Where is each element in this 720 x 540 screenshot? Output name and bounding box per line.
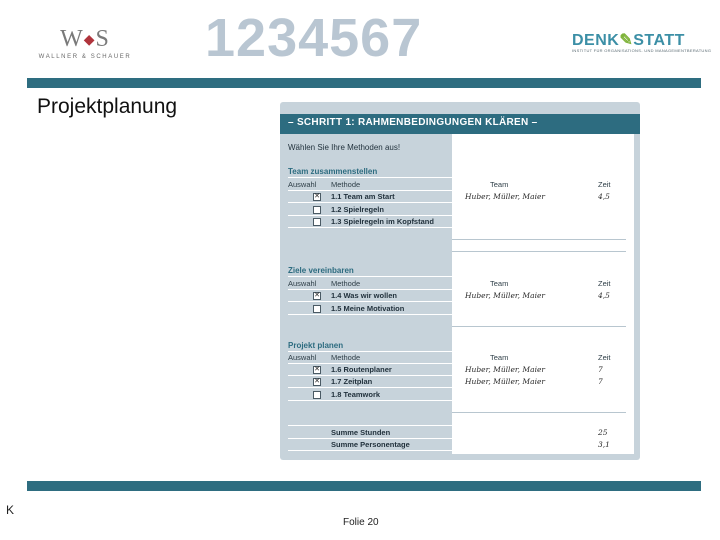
- divider: [288, 276, 626, 277]
- divider: [288, 400, 626, 401]
- summary-hours-value: 25: [598, 428, 608, 437]
- divider: [288, 289, 626, 290]
- method-label: 1.5 Meine Motivation: [331, 304, 405, 313]
- team-entry: Huber, Müller, Maier: [465, 377, 545, 386]
- page-title: Projektplanung: [37, 95, 178, 118]
- divider: [288, 450, 626, 451]
- denkstatt-logo-name: DENK✎STATT: [572, 32, 685, 49]
- blank-row-line: [452, 251, 626, 252]
- footer-divider-bar: [27, 481, 701, 491]
- form-header-text: – SCHRITT 1: RAHMENBEDINGUNGEN KLÄREN –: [288, 117, 538, 128]
- method-label: 1.6 Routenplaner: [331, 365, 392, 374]
- column-header-select: Auswahl: [288, 180, 317, 189]
- team-entry: Huber, Müller, Maier: [465, 291, 545, 300]
- method-checkbox[interactable]: [313, 305, 321, 313]
- method-label: 1.8 Teamwork: [331, 390, 381, 399]
- divider: [288, 227, 626, 228]
- blank-row-line: [452, 326, 626, 327]
- form-header: [280, 114, 640, 134]
- slide-number: Folie 20: [343, 517, 379, 528]
- method-label: 1.7 Zeitplan: [331, 377, 373, 386]
- divider: [288, 387, 626, 388]
- method-checkbox[interactable]: [313, 391, 321, 399]
- wallner-schauer-logo: [30, 26, 140, 66]
- divider: [288, 425, 626, 426]
- column-header-team: Team: [490, 279, 509, 288]
- column-header-select: Auswahl: [288, 353, 317, 362]
- divider: [288, 301, 626, 302]
- time-entry: 4,5: [598, 192, 610, 201]
- divider: [288, 314, 626, 315]
- blank-row-line: [452, 412, 626, 413]
- form-instruction: Wählen Sie Ihre Methoden aus!: [288, 143, 401, 152]
- divider: [288, 190, 626, 191]
- method-checkbox[interactable]: [313, 206, 321, 214]
- column-header-select: Auswahl: [288, 279, 317, 288]
- header-divider-bar: [27, 78, 701, 88]
- ws-logo-mark: W◆S: [60, 26, 110, 52]
- method-label: 1.2 Spielregeln: [331, 205, 384, 214]
- summary-hours-label: Summe Stunden: [331, 428, 391, 437]
- method-checkbox[interactable]: ✕: [314, 193, 320, 200]
- team-entry: Huber, Müller, Maier: [465, 192, 545, 201]
- divider: [288, 363, 626, 364]
- method-checkbox[interactable]: ✕: [314, 292, 320, 299]
- method-checkbox[interactable]: [313, 218, 321, 226]
- section-title: Projekt planen: [288, 341, 344, 350]
- section-title: Ziele vereinbaren: [288, 266, 354, 275]
- time-entry: 4,5: [598, 291, 610, 300]
- team-entry: Huber, Müller, Maier: [465, 365, 545, 374]
- worksheet-form: [280, 102, 640, 460]
- summary-days-value: 3,1: [598, 440, 610, 449]
- time-entry: 7: [598, 377, 603, 386]
- column-header-method: Methode: [331, 353, 361, 362]
- divider: [288, 375, 626, 376]
- column-header-team: Team: [490, 180, 509, 189]
- column-header-time: Zeit: [598, 279, 611, 288]
- denkstatt-logo: [572, 30, 712, 56]
- divider: [288, 177, 626, 178]
- method-checkbox[interactable]: ✕: [314, 378, 320, 385]
- divider: [288, 351, 626, 352]
- method-label: 1.3 Spielregeln im Kopfstand: [331, 217, 434, 226]
- method-label: 1.1 Team am Start: [331, 192, 395, 201]
- divider: [288, 215, 626, 216]
- time-entry: 7: [598, 365, 603, 374]
- ws-logo-name: WALLNER & SCHAUER: [38, 54, 132, 60]
- method-label: 1.4 Was wir wollen: [331, 291, 397, 300]
- column-header-time: Zeit: [598, 353, 611, 362]
- blank-row-line: [452, 239, 626, 240]
- divider: [288, 202, 626, 203]
- method-checkbox[interactable]: ✕: [314, 366, 320, 373]
- slide-marker: K: [6, 503, 15, 517]
- column-header-method: Methode: [331, 180, 361, 189]
- section-title: Team zusammenstellen: [288, 167, 378, 176]
- leaf-icon: ✎: [619, 32, 634, 49]
- column-header-time: Zeit: [598, 180, 611, 189]
- column-header-method: Methode: [331, 279, 361, 288]
- summary-days-label: Summe Personentage: [331, 440, 410, 449]
- divider: [288, 438, 626, 439]
- denkstatt-logo-subtitle: INSTITUT FÜR ORGANISATIONS- UND MANAGEMENTBERATUNG: [572, 48, 712, 53]
- diamond-icon: ◆: [83, 32, 96, 48]
- column-header-team: Team: [490, 353, 509, 362]
- header-number: 1234567: [205, 8, 423, 68]
